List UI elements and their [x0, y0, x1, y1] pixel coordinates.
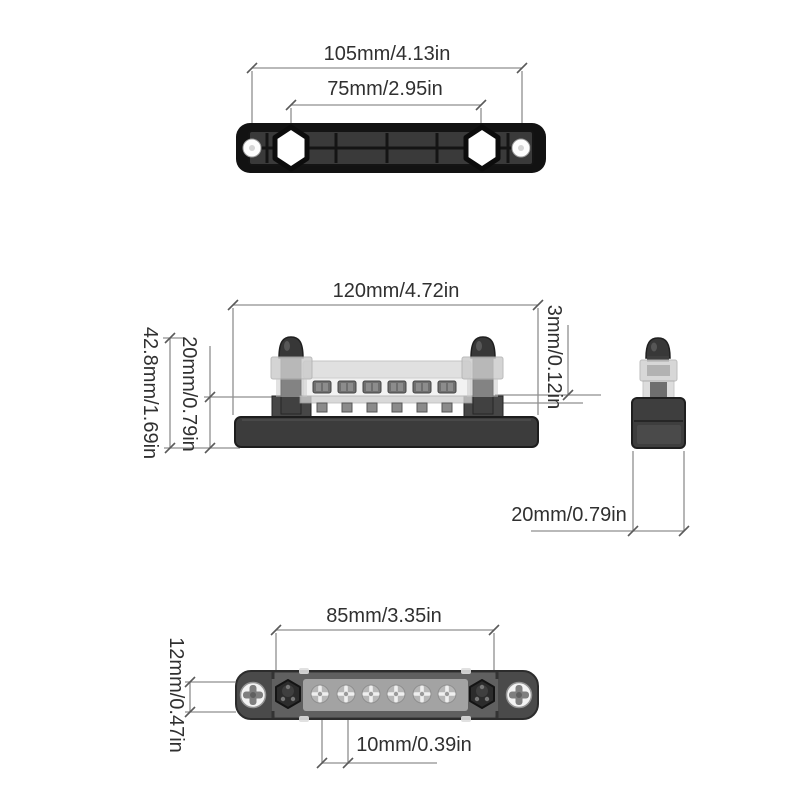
- terminal-block-side: [650, 382, 667, 397]
- cover-collar-right: [462, 357, 503, 379]
- hex-nut-right: [466, 127, 498, 169]
- hex-nut-bottom-left: [276, 680, 300, 708]
- stud-cap-side-highlight: [651, 343, 657, 352]
- cover-collar-side-inner: [647, 365, 670, 376]
- dim-label-bar-depth: 12mm/0.47in: [165, 637, 187, 753]
- mounting-hole-right-center: [518, 145, 524, 151]
- stud-cap-right-highlight: [476, 341, 482, 351]
- hex-nut-bottom-right: [470, 680, 494, 708]
- dim-label-busbar-thickness: 3mm/0.12in: [543, 304, 565, 410]
- cover-collar-left: [271, 357, 312, 379]
- hex-nut-left: [275, 127, 307, 169]
- stud-cap-right: [471, 337, 495, 358]
- base-slab: [235, 417, 538, 447]
- mounting-screw-left: [241, 683, 266, 708]
- stud-cap-left: [279, 337, 303, 358]
- side-view-busbar: [632, 338, 685, 448]
- dim-label-mounting-hole-spacing: 105mm/4.13in: [323, 43, 451, 65]
- front-view-busbar: [235, 337, 538, 447]
- cover-collar-lower-left: [276, 379, 307, 397]
- mounting-screw-right: [507, 683, 532, 708]
- dim-label-terminal-pitch: 10mm/0.39in: [356, 734, 472, 756]
- dim-bar-depth-lines: [185, 677, 236, 717]
- dim-overall-height-lines: [163, 333, 240, 453]
- cover-bridge: [303, 361, 471, 378]
- dim-label-stud-span: 85mm/3.35in: [326, 605, 442, 627]
- mounting-hole-left-center: [249, 145, 255, 151]
- terminal-tabs-front: [317, 403, 452, 412]
- dim-label-base-height: 20mm/0.79in: [178, 336, 200, 452]
- dim-label-overall-height: 42.8mm/1.69in: [139, 326, 161, 460]
- top-view-bar: [236, 123, 546, 173]
- dim-label-overall-width: 120mm/4.72in: [332, 280, 460, 302]
- base-side-face: [637, 425, 681, 444]
- dim-label-stud-spacing: 75mm/2.95in: [327, 78, 443, 100]
- dim-label-base-depth: 20mm/0.79in: [511, 504, 627, 526]
- front-view: [163, 300, 601, 453]
- stud-cap-left-highlight: [284, 341, 290, 351]
- stud-cap-side: [646, 338, 670, 358]
- bottom-view-bar: [236, 668, 538, 722]
- cover-collar-lower-right: [467, 379, 498, 397]
- busbar-plate: [300, 396, 472, 403]
